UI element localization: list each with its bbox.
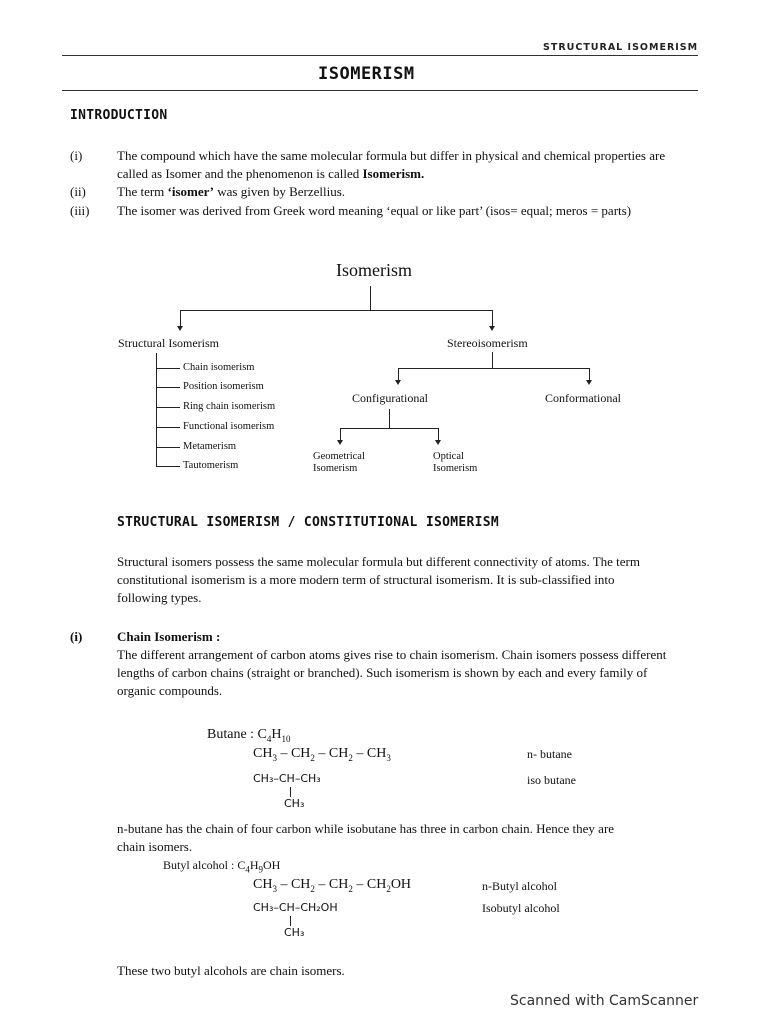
intro-item-1 xyxy=(117,147,707,183)
intro-num-1: (i) xyxy=(70,148,83,163)
intro-item-1-line2: called as Isomer and the phenomenon is called Isomerism. xyxy=(117,166,425,181)
iso-butane-bond xyxy=(290,787,291,797)
config-bar xyxy=(340,428,439,429)
tree-ring-chain: Ring chain isomerism xyxy=(183,401,276,412)
intro-item-2: The term ‘isomer’ was given by Berzellius. xyxy=(117,184,346,199)
intro-heading: INTRODUCTION xyxy=(70,108,168,123)
intro-num-3: (iii) xyxy=(70,203,90,218)
root-connector xyxy=(370,286,371,310)
page-title: ISOMERISM xyxy=(318,64,415,84)
title-rule xyxy=(62,90,698,91)
iso-butane-name: iso butane xyxy=(527,773,576,787)
tree-configurational: Configurational xyxy=(352,391,428,405)
iso-butyl-formula: CH₃–CH–CH₂OH xyxy=(253,901,338,914)
scanner-watermark: Scanned with CamScanner xyxy=(510,993,699,1009)
chain-paragraph: The different arrangement of carbon atoms gives rise to chain isomerism. Chain isomers possess different lengths of carbon chains (straight or branched). Such isomerism is shown by each and every family of organic compounds. xyxy=(117,647,667,698)
iso-butyl-name: Isobutyl alcohol xyxy=(482,901,560,915)
header-rule xyxy=(62,55,698,56)
chain-conclusion: These two butyl alcohols are chain isomers. xyxy=(117,963,345,978)
tree-geometrical: Geometrical Isomerism xyxy=(313,451,365,474)
butane-label: Butane : $C_4H_{10}$ xyxy=(207,727,291,744)
butyl-label: Butyl alcohol : $C_4H_9OH$ xyxy=(163,858,281,875)
tree-optical: Optical Isomerism xyxy=(433,451,478,474)
intro-item-3: The isomer was derived from Greek word meaning ‘equal or like part’ (isos= equal; meros = parts) xyxy=(117,203,632,218)
tree-metamerism: Metamerism xyxy=(183,441,237,452)
tree-root: Isomerism xyxy=(336,260,412,280)
n-butane-name: n- butane xyxy=(527,747,572,761)
arrow-optical xyxy=(435,440,441,445)
tree-chain: Chain isomerism xyxy=(183,362,255,373)
structural-bracket xyxy=(156,353,157,467)
arrow-conformational xyxy=(586,380,592,385)
running-header: STRUCTURAL ISOMERISM xyxy=(543,42,699,53)
tree-position: Position isomerism xyxy=(183,381,264,392)
intro-item-1-line1: The compound which have the same molecular formula but differ in physical and chemical properties are xyxy=(117,148,666,163)
arrow-geometrical xyxy=(337,440,343,445)
structural-paragraph: Structural isomers possess the same molecular formula but different connectivity of atoms. The term constitutional isomerism is a more modern term of structural isomerism. It is sub-classified into following types. xyxy=(117,554,640,605)
tree-tautomerism: Tautomerism xyxy=(183,460,239,471)
butane-note: n-butane has the chain of four carbon while isobutane has three in carbon chain. Hence they are chain isomers. xyxy=(117,821,615,854)
n-butyl-formula: $CH_3 - CH_2 - CH_2 - CH_2OH$ xyxy=(253,877,412,894)
structural-heading: STRUCTURAL ISOMERISM / CONSTITUTIONAL ISOMERISM xyxy=(117,515,499,530)
iso-butane-branch: CH₃ xyxy=(284,797,305,810)
arrow-configurational xyxy=(395,380,401,385)
iso-butane-formula: CH₃–CH–CH₃ xyxy=(253,772,321,785)
iso-butyl-bond xyxy=(290,916,291,926)
tree-structural: Structural Isomerism xyxy=(118,336,219,350)
tree-stereo: Stereoisomerism xyxy=(447,336,528,350)
tree-functional: Functional isomerism xyxy=(183,421,275,432)
stereo-bar xyxy=(398,368,590,369)
tree-conformational: Conformational xyxy=(545,391,621,405)
level1-bar xyxy=(180,310,493,311)
chain-num: (i) xyxy=(70,629,83,644)
n-butane-formula: $CH_3 - CH_2 - CH_2 - CH_3$ xyxy=(253,746,391,763)
arrow-structural xyxy=(177,326,183,331)
chain-heading: Chain Isomerism : xyxy=(117,629,221,644)
iso-butyl-branch: CH₃ xyxy=(284,926,305,939)
arrow-stereo xyxy=(489,326,495,331)
n-butyl-name: n-Butyl alcohol xyxy=(482,879,557,893)
intro-num-2: (ii) xyxy=(70,184,86,199)
